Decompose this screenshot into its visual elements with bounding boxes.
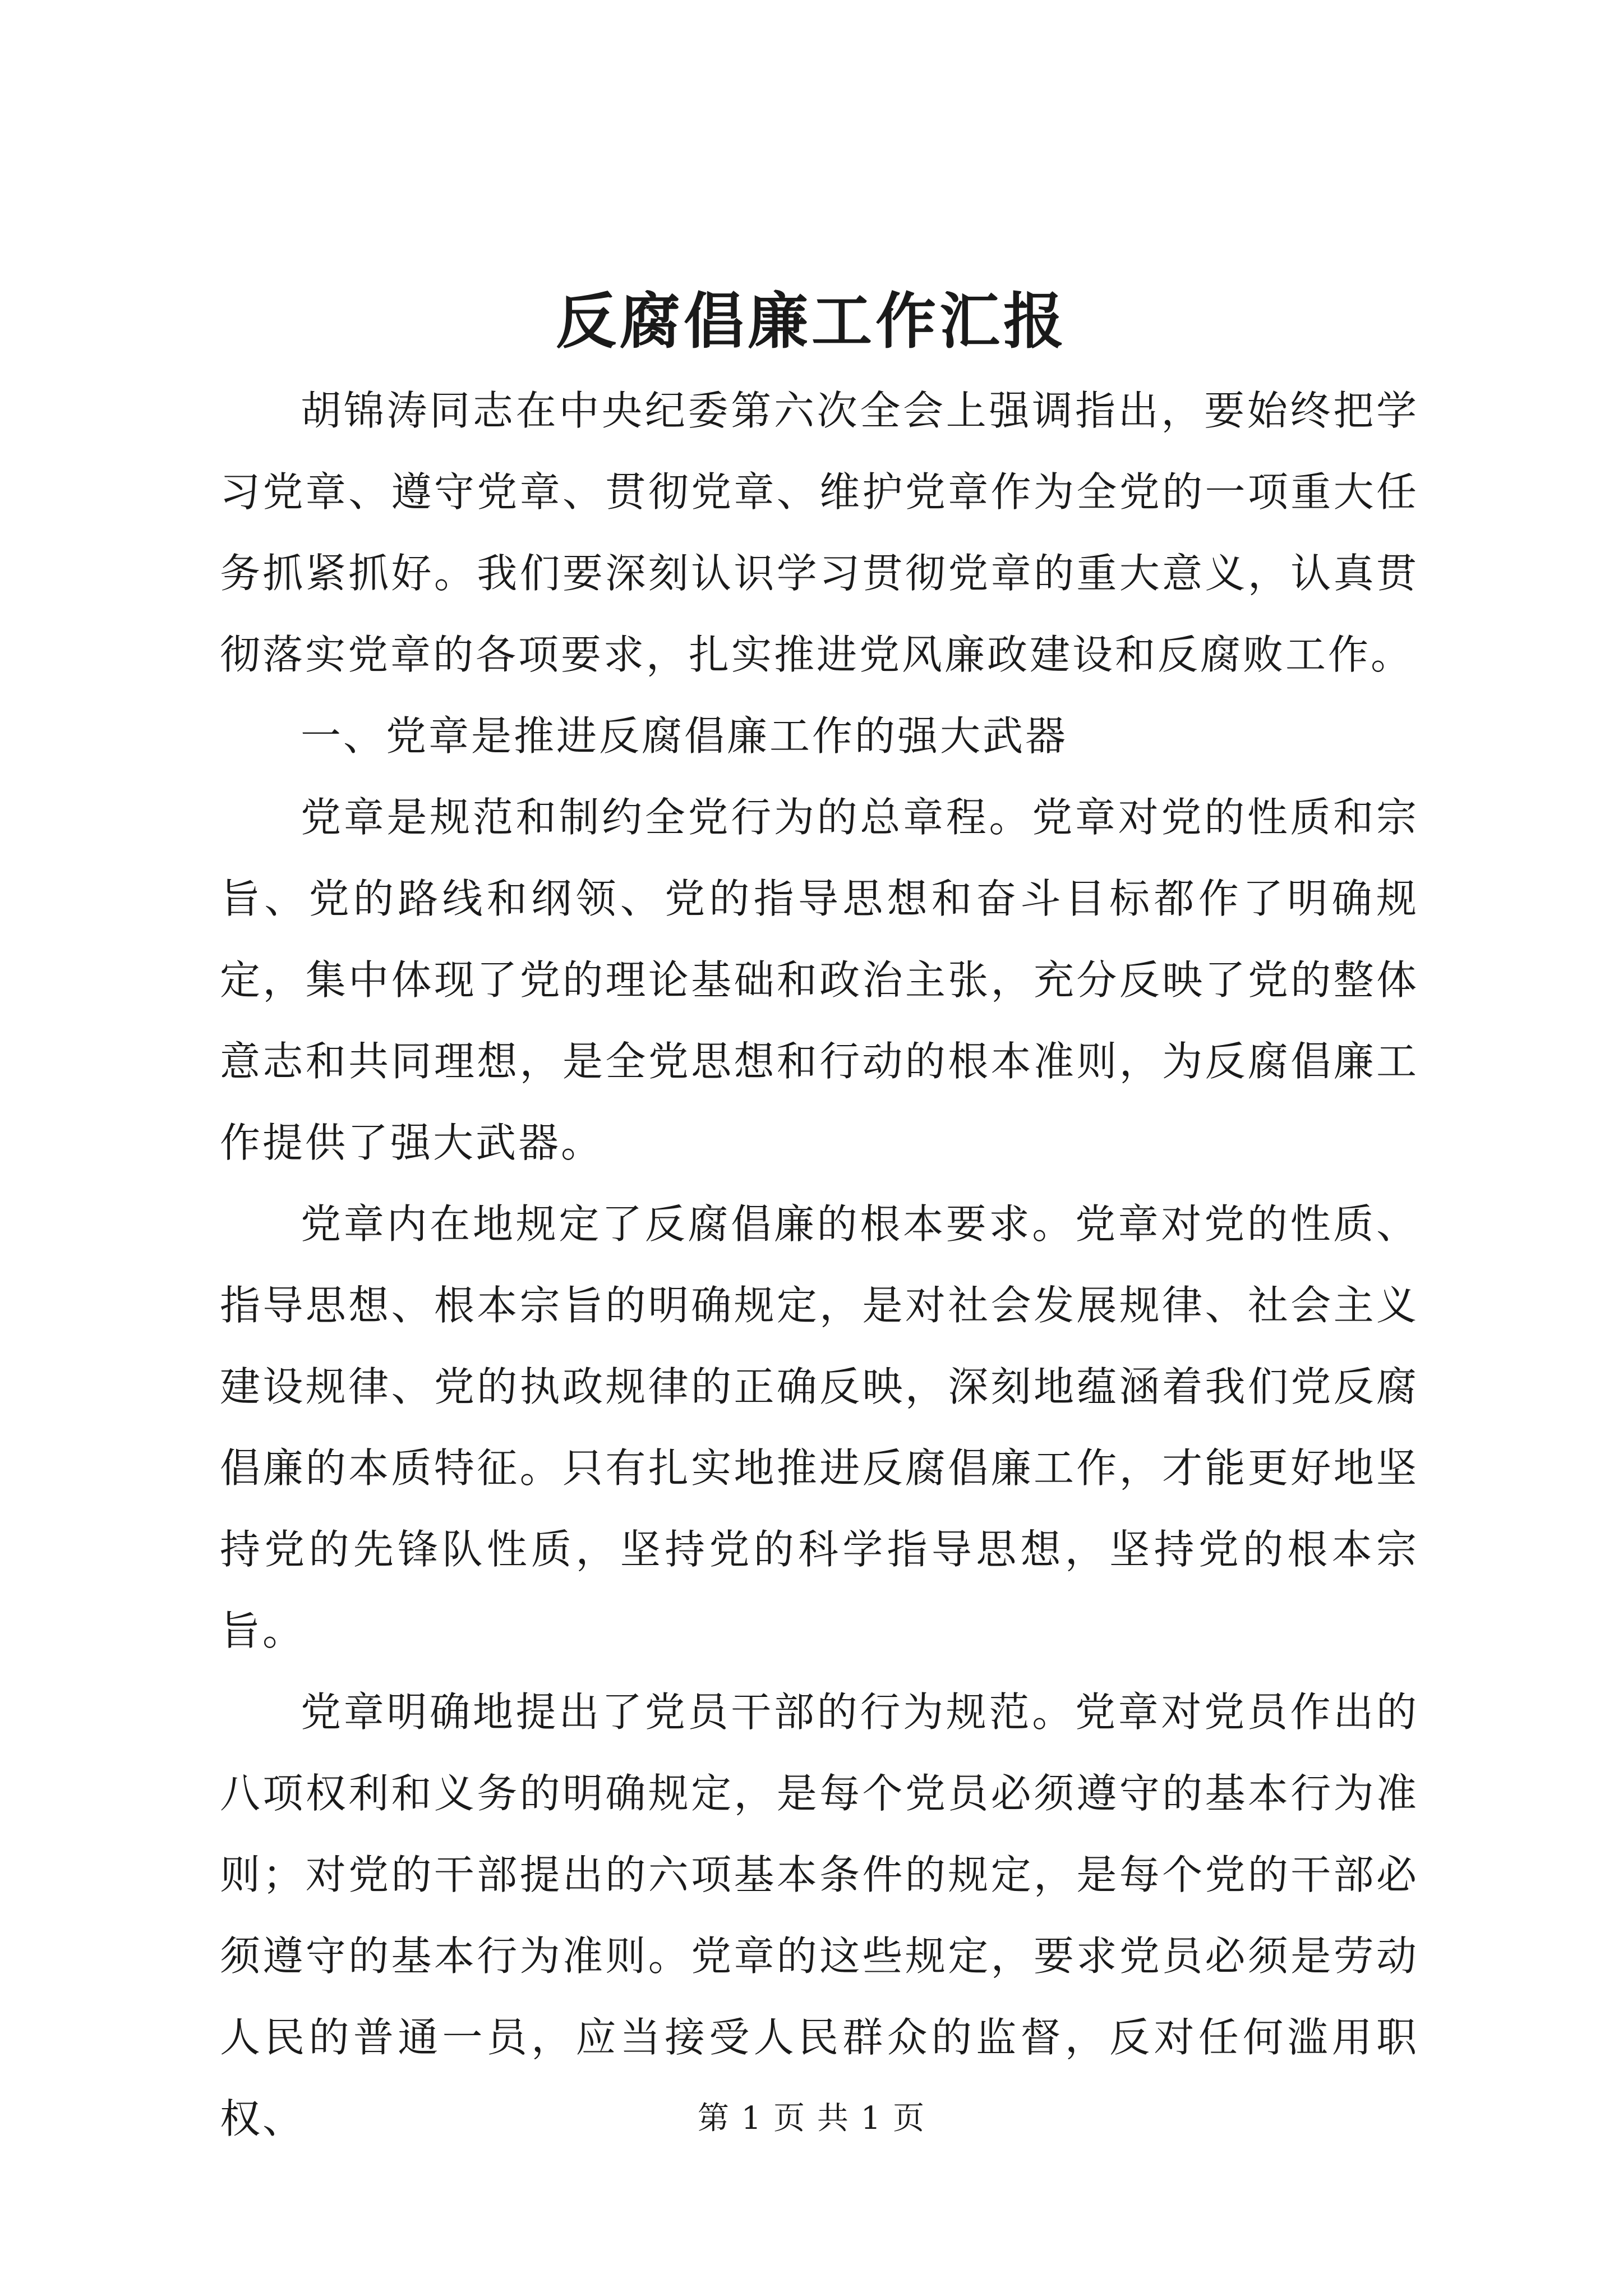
paragraph-conduct-norms: 党章明确地提出了党员干部的行为规范。党章对党员作出的八项权利和义务的明确规定，是每个党员必须遵守的基本行为准则；对党的干部提出的六项基本条件的规定，是每个党的干部必须遵守的基本行为准则。党章的这些规定，要求党员必须是劳动人民的普通一员，应当接受人民群众的监督，反对任何滥用职权、: [220, 1688, 1419, 2142]
document-body: [220, 370, 1419, 2160]
paragraph-party-constitution: 党章是规范和制约全党行为的总章程。党章对党的性质和宗旨、党的路线和纲领、党的指导思想和奋斗目标都作了明确规定，集中体现了党的理论基础和政治主张，充分反映了党的整体意志和共同理想，是全党思想和行动的根本准则，为反腐倡廉工作提供了强大武器。: [220, 794, 1419, 1166]
section-heading-1: 一、党章是推进反腐倡廉工作的强大武器: [301, 712, 1068, 760]
document-title: 反腐倡廉工作汇报: [555, 286, 1067, 357]
paragraph-intro: 胡锦涛同志在中央纪委第六次全会上强调指出，要始终把学习党章、遵守党章、贯彻党章、维护党章作为全党的一项重大任务抓紧抓好。我们要深刻认识学习贯彻党章的重大意义，认真贯彻落实党章的各项要求，扎实推进党风廉政建设和反腐败工作。: [220, 387, 1419, 678]
paragraph-requirements: 党章内在地规定了反腐倡廉的根本要求。党章对党的性质、指导思想、根本宗旨的明确规定，是对社会发展规律、社会主义建设规律、党的执政规律的正确反映，深刻地蕴涵着我们党反腐倡廉的本质特征。只有扎实地推进反腐倡廉工作，才能更好地坚持党的先锋队性质，坚持党的科学指导思想，坚持党的根本宗旨。: [220, 1200, 1419, 1654]
page-footer: 第 1 页 共 1 页: [697, 2100, 926, 2137]
